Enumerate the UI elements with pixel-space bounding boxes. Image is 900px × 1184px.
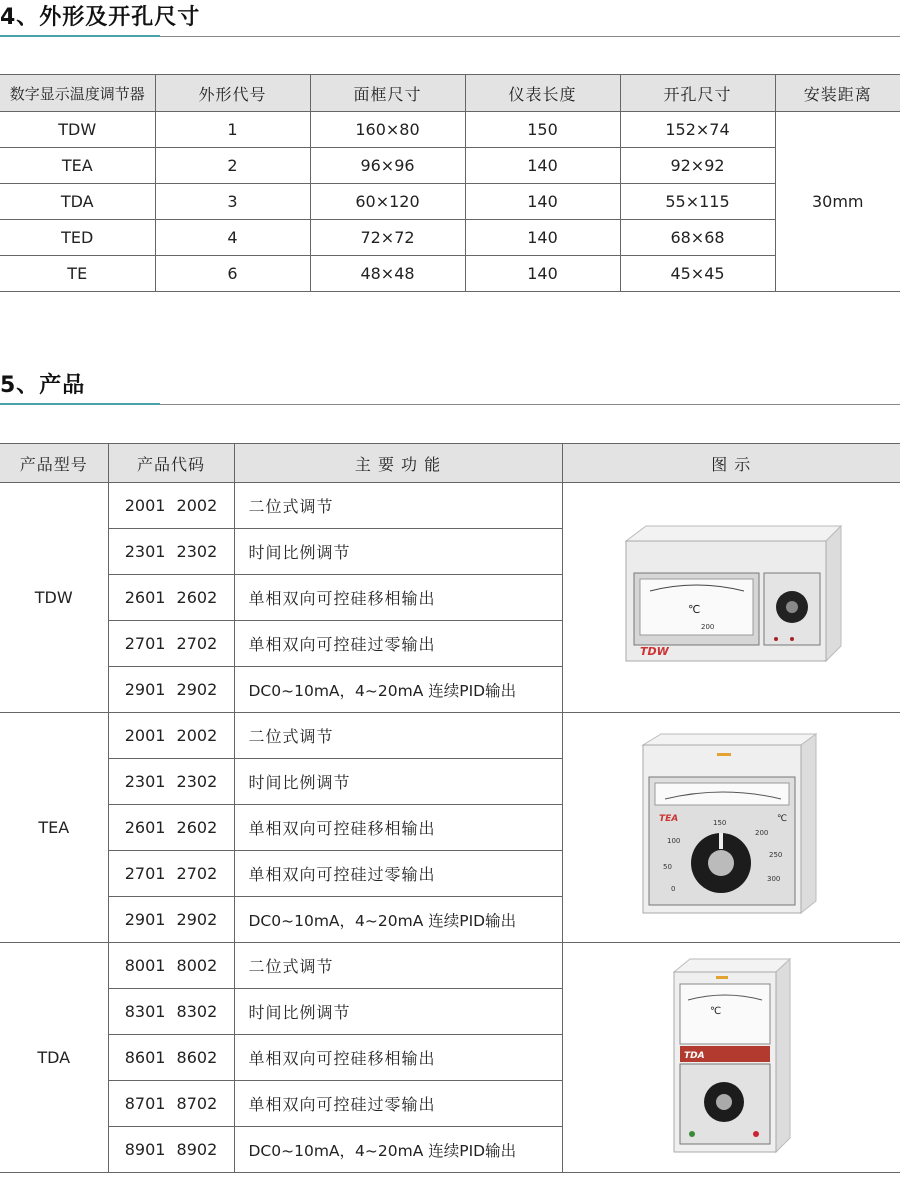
tea-tick-250: 250 bbox=[769, 850, 783, 859]
tda-image-cell bbox=[562, 943, 900, 1173]
tdw-controller-image bbox=[616, 521, 846, 671]
tdw-brand: TDW bbox=[640, 644, 670, 658]
section-5-accent bbox=[0, 403, 160, 405]
cell-product-code: 2001 2002 bbox=[108, 713, 234, 759]
cell-length: 140 bbox=[465, 184, 620, 220]
tea-controller-image bbox=[631, 731, 831, 921]
section-4-title: 4、外形及开孔尺寸 bbox=[0, 5, 201, 30]
header-length: 仪表长度 bbox=[465, 75, 620, 112]
dimension-table bbox=[0, 74, 900, 292]
cell-shape-code: 2 bbox=[155, 148, 310, 184]
cell-shape-code: 6 bbox=[155, 256, 310, 292]
cell-length: 150 bbox=[465, 112, 620, 148]
cell-length: 140 bbox=[465, 256, 620, 292]
tea-tick-200: 200 bbox=[755, 828, 769, 837]
cell-product-model: TEA bbox=[0, 713, 108, 943]
tea-tick-100: 100 bbox=[667, 836, 681, 845]
cell-model: TED bbox=[0, 220, 155, 256]
cell-product-model: TDW bbox=[0, 483, 108, 713]
cell-product-code: 2001 2002 bbox=[108, 483, 234, 529]
cell-shape-code: 1 bbox=[155, 112, 310, 148]
cell-frame-size: 72×72 bbox=[310, 220, 465, 256]
cell-function: DC0~10mA，4~20mA 连续PID输出 bbox=[234, 667, 562, 713]
cell-function: 单相双向可控硅移相输出 bbox=[234, 805, 562, 851]
cell-product-code: 8701 8702 bbox=[108, 1081, 234, 1127]
cell-product-code: 8601 8602 bbox=[108, 1035, 234, 1081]
table-row bbox=[0, 483, 900, 529]
cell-function: 时间比例调节 bbox=[234, 759, 562, 805]
cell-product-code: 8001 8002 bbox=[108, 943, 234, 989]
cell-product-code: 8301 8302 bbox=[108, 989, 234, 1035]
cell-function: 单相双向可控硅过零输出 bbox=[234, 1081, 562, 1127]
cell-function: 单相双向可控硅过零输出 bbox=[234, 851, 562, 897]
cell-cutout-size: 55×115 bbox=[620, 184, 775, 220]
cell-shape-code: 3 bbox=[155, 184, 310, 220]
tda-unit-label: ℃ bbox=[710, 1005, 722, 1017]
cell-function: DC0~10mA，4~20mA 连续PID输出 bbox=[234, 897, 562, 943]
cell-function: 二位式调节 bbox=[234, 483, 562, 529]
section-5-title: 5、产品 bbox=[0, 373, 86, 398]
cell-cutout-size: 45×45 bbox=[620, 256, 775, 292]
cell-product-code: 2701 2702 bbox=[108, 851, 234, 897]
header-code: 产品代码 bbox=[108, 444, 234, 483]
cell-cutout-size: 68×68 bbox=[620, 220, 775, 256]
tea-image-cell bbox=[562, 713, 900, 943]
cell-function: 时间比例调节 bbox=[234, 529, 562, 575]
cell-product-code: 2301 2302 bbox=[108, 759, 234, 805]
cell-length: 140 bbox=[465, 148, 620, 184]
table-row bbox=[0, 713, 900, 759]
tea-brand: TEA bbox=[659, 813, 679, 824]
cell-function: 二位式调节 bbox=[234, 713, 562, 759]
cell-function: 时间比例调节 bbox=[234, 989, 562, 1035]
header-shape-code: 外形代号 bbox=[155, 75, 310, 112]
cell-function: DC0~10mA，4~20mA 连续PID输出 bbox=[234, 1127, 562, 1173]
section-4-accent bbox=[0, 35, 160, 37]
cell-product-model: TDA bbox=[0, 943, 108, 1173]
cell-model: TDW bbox=[0, 112, 155, 148]
cell-model: TE bbox=[0, 256, 155, 292]
cell-frame-size: 160×80 bbox=[310, 112, 465, 148]
tea-tick-0: 0 bbox=[671, 884, 676, 893]
cell-length: 140 bbox=[465, 220, 620, 256]
table-row bbox=[0, 943, 900, 989]
header-frame-size: 面框尺寸 bbox=[310, 75, 465, 112]
tdw-unit-label: ℃ bbox=[688, 602, 701, 616]
cell-cutout-size: 152×74 bbox=[620, 112, 775, 148]
table-row bbox=[0, 112, 900, 148]
cell-product-code: 2601 2602 bbox=[108, 575, 234, 621]
tdw-scale-label: 200 bbox=[701, 622, 715, 631]
tda-controller-image bbox=[666, 956, 796, 1156]
tea-tick-150: 150 bbox=[713, 818, 727, 827]
cell-product-code: 2701 2702 bbox=[108, 621, 234, 667]
cell-cutout-size: 92×92 bbox=[620, 148, 775, 184]
product-table bbox=[0, 443, 900, 1173]
table-row bbox=[0, 148, 900, 184]
header-model: 产品型号 bbox=[0, 444, 108, 483]
cell-product-code: 2901 2902 bbox=[108, 667, 234, 713]
cell-model: TDA bbox=[0, 184, 155, 220]
cell-frame-size: 48×48 bbox=[310, 256, 465, 292]
tea-tick-300: 300 bbox=[767, 874, 781, 883]
cell-shape-code: 4 bbox=[155, 220, 310, 256]
table-row bbox=[0, 256, 900, 292]
cell-model: TEA bbox=[0, 148, 155, 184]
cell-product-code: 2901 2902 bbox=[108, 897, 234, 943]
header-cutout-size: 开孔尺寸 bbox=[620, 75, 775, 112]
tdw-image-cell bbox=[562, 483, 900, 713]
cell-function: 单相双向可控硅过零输出 bbox=[234, 621, 562, 667]
header-controller: 数字显示温度调节器 bbox=[0, 75, 155, 112]
dimension-header-row bbox=[0, 75, 900, 112]
header-function: 主 要 功 能 bbox=[234, 444, 562, 483]
cell-function: 单相双向可控硅移相输出 bbox=[234, 575, 562, 621]
cell-frame-size: 96×96 bbox=[310, 148, 465, 184]
product-header-row bbox=[0, 444, 900, 483]
cell-frame-size: 60×120 bbox=[310, 184, 465, 220]
table-row bbox=[0, 220, 900, 256]
tda-brand: TDA bbox=[684, 1050, 705, 1061]
cell-product-code: 8901 8902 bbox=[108, 1127, 234, 1173]
tea-unit-label: ℃ bbox=[777, 813, 788, 824]
header-illustration: 图 示 bbox=[562, 444, 900, 483]
tea-tick-50: 50 bbox=[663, 862, 673, 871]
cell-product-code: 2301 2302 bbox=[108, 529, 234, 575]
table-row bbox=[0, 184, 900, 220]
cell-product-code: 2601 2602 bbox=[108, 805, 234, 851]
header-install-distance: 安装距离 bbox=[775, 75, 900, 112]
cell-function: 二位式调节 bbox=[234, 943, 562, 989]
cell-install-distance: 30mm bbox=[775, 112, 900, 292]
cell-function: 单相双向可控硅移相输出 bbox=[234, 1035, 562, 1081]
